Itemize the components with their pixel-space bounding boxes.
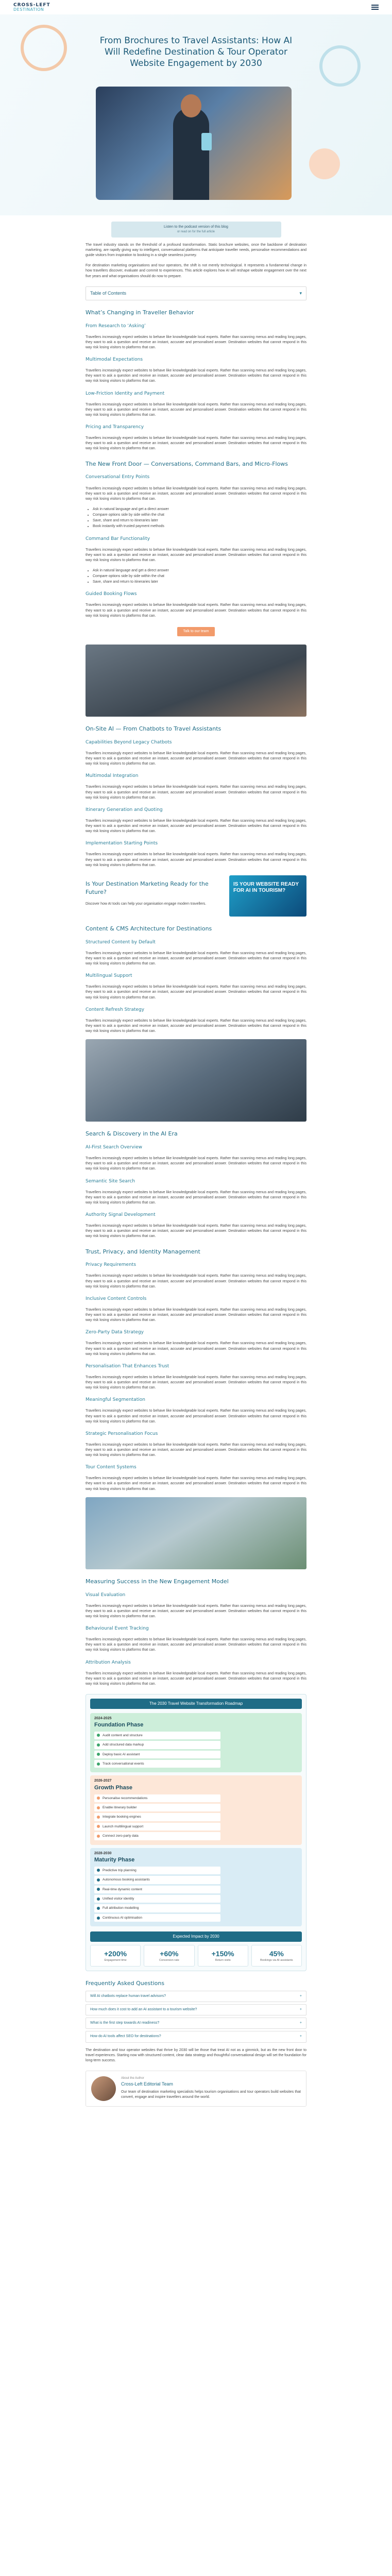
roadmap-phase (90, 1713, 302, 1773)
phase-step (94, 1914, 220, 1922)
bullet-dot-icon (97, 1734, 100, 1737)
body-paragraph: Travellers increasingly expect websites to behave like knowledgeable local experts. Rather than scanning menus and reading long pages, they want to ask a question and receive an instant, accurate and personalised answer. Destination websites that cannot respond in this way risk losing visitors to platforms that can. (86, 335, 306, 349)
bullet-dot-icon (97, 1816, 100, 1819)
subsection-heading: Low-Friction Identity and Payment (86, 391, 165, 396)
brand-line2: DESTINATION (13, 7, 44, 12)
step-label: Real-time dynamic content (103, 1887, 142, 1891)
section-heading: Trust, Privacy, and Identity Management (86, 1248, 200, 1255)
author-name[interactable]: Cross-Left Editorial Team (121, 2081, 173, 2087)
chevron-down-icon: ▾ (299, 290, 302, 296)
roadmap-phase (90, 1848, 302, 1927)
body-paragraph: Travellers increasingly expect websites to behave like knowledgeable local experts. Rather than scanning menus and reading long pages, they want to ask a question and receive an instant, accurate and personalised answer. Destination websites that cannot respond in this way risk losing visitors to platforms that can. (86, 819, 306, 834)
impact-title: Expected Impact by 2030 (90, 1931, 302, 1942)
subsection-heading: Tour Content Systems (86, 1465, 137, 1470)
phase-step (94, 1813, 220, 1821)
bullet-dot-icon (97, 1917, 100, 1920)
phase-years: 2028-2030 (94, 1851, 112, 1855)
laptop-travel-photo (86, 645, 306, 717)
list-item: • Ask in natural language and get a direct answer (93, 507, 306, 512)
body-paragraph: Travellers increasingly expect websites to behave like knowledgeable local experts. Rather than scanning menus and reading long pages, they want to ask a question and receive an instant, accurate and personalised answer. Destination websites that cannot respond in this way risk losing visitors to platforms that can. (86, 1638, 306, 1652)
podcast-player[interactable] (111, 222, 281, 238)
step-label: Deploy basic AI assistant (103, 1752, 140, 1756)
subsection-heading: Guided Booking Flows (86, 591, 137, 597)
decorative-circle (319, 45, 361, 87)
section-heading: Measuring Success in the New Engagement Model (86, 1578, 229, 1585)
faq-question: What is the first step towards AI readiness? (90, 2021, 160, 2025)
body-paragraph: Travellers increasingly expect websites to behave like knowledgeable local experts. Rather than scanning menus and reading long pages, they want to ask a question and receive an instant, accurate and personalised answer. Destination websites that cannot respond in this way risk losing visitors to platforms that can. (86, 1409, 306, 1423)
faq-question: Will AI chatbots replace human travel advisors? (90, 1994, 166, 1998)
bullet-dot-icon (97, 1753, 100, 1756)
subsection-heading: Strategic Personalisation Focus (86, 1431, 158, 1436)
body-paragraph: Travellers increasingly expect websites to behave like knowledgeable local experts. Rather than scanning menus and reading long pages, they want to ask a question and receive an instant, accurate and personalised answer. Destination websites that cannot respond in this way risk losing visitors to platforms that can. (86, 1671, 306, 1686)
phase-step (94, 1794, 220, 1802)
hamburger-menu-icon[interactable] (371, 5, 379, 10)
brand-line1: CROSS-LEFT (13, 2, 50, 8)
banner-sub: Discover how AI tools can help your organisation engage modern travellers. (86, 902, 207, 906)
plus-icon: + (299, 2008, 302, 2012)
bullet-dot-icon (97, 1835, 100, 1838)
intro-paragraph: The travel industry stands on the threshold of a profound transformation. Static brochure websites, once the backbone of destination marketing, are rapidly giving way to intelligent, conversational platforms that anticipate traveller needs, personalise recommendations and guide visitors from inspiration to booking in a single seamless journey. (86, 243, 306, 258)
traveller-phone-photo (86, 1497, 306, 1569)
section-heading: The New Front Door — Conversations, Command Bars, and Micro-Flows (86, 460, 288, 467)
impact-panel (90, 1931, 302, 1967)
talk-to-team-button[interactable]: Talk to our team (177, 627, 215, 636)
body-paragraph: Travellers increasingly expect websites to behave like knowledgeable local experts. Rather than scanning menus and reading long pages, they want to ask a question and receive an instant, accurate and personalised answer. Destination websites that cannot respond in this way risk losing visitors to platforms that can. (86, 369, 306, 383)
subsection-heading: Semantic Site Search (86, 1178, 135, 1184)
section-heading: What’s Changing in Traveller Behavior (86, 309, 194, 316)
phase-step (94, 1760, 220, 1768)
body-paragraph: Travellers increasingly expect websites to behave like knowledgeable local experts. Rather than scanning menus and reading long pages, they want to ask a question and receive an instant, accurate and personalised answer. Destination websites that cannot respond in this way risk losing visitors to platforms that can. (86, 1224, 306, 1239)
subsection-heading: Personalisation That Enhances Trust (86, 1363, 169, 1369)
author-box (86, 2071, 306, 2107)
step-label: Connect zero-party data (103, 1834, 139, 1838)
bullet-dot-icon (97, 1907, 100, 1910)
intro-paragraph: For destination marketing organisations and tour operators, the shift is not merely technological. It represents a fundamental change in how travellers discover, evaluate and commit to experiences. This article explores how AI will reshape website engagement over the next five years and what organisations should do now to prepare. (86, 264, 306, 278)
promo-banner[interactable] (86, 875, 306, 917)
body-paragraph: Travellers increasingly expect websites to behave like knowledgeable local experts. Rather than scanning menus and reading long pages, they want to ask a question and receive an instant, accurate and personalised answer. Destination websites that cannot respond in this way risk losing visitors to platforms that can. (86, 1190, 306, 1205)
phase-step (94, 1904, 220, 1912)
plus-icon: + (299, 2035, 302, 2039)
subsection-heading: Attribution Analysis (86, 1659, 131, 1665)
subsection-heading: Zero-Party Data Strategy (86, 1330, 144, 1335)
body-paragraph: Travellers increasingly expect websites to behave like knowledgeable local experts. Rather than scanning menus and reading long pages, they want to ask a question and receive an instant, accurate and personalised answer. Destination websites that cannot respond in this way risk losing visitors to platforms that can. (86, 1157, 306, 1171)
subsection-heading: Multimodal Expectations (86, 357, 143, 363)
impact-stat (144, 1945, 194, 1967)
bullet-dot-icon (97, 1806, 100, 1809)
tablet-screen-photo (86, 1039, 306, 1122)
body-paragraph: Travellers increasingly expect websites to behave like knowledgeable local experts. Rather than scanning menus and reading long pages, they want to ask a question and receive an instant, accurate and personalised answer. Destination websites that cannot respond in this way risk losing visitors to platforms that can. (86, 751, 306, 766)
list-item: • Compare options side by side within the chat (93, 513, 306, 518)
step-label: Integrate booking engines (103, 1815, 141, 1819)
phase-step (94, 1886, 220, 1893)
roadmap-phase (90, 1775, 302, 1844)
phase-years: 2024-2025 (94, 1716, 112, 1720)
bullet-dot-icon (97, 1762, 100, 1766)
bullet-dot-icon (97, 1743, 100, 1747)
subsection-heading: Pricing and Transparency (86, 425, 144, 430)
hero-image (96, 87, 292, 200)
impact-stat (251, 1945, 302, 1967)
table-of-contents[interactable] (86, 286, 306, 300)
stat-value: +150% (211, 1949, 234, 1958)
top-bar (0, 0, 392, 14)
list-item: • Book instantly with trusted payment methods (93, 524, 306, 529)
bullet-dot-icon (97, 1869, 100, 1872)
faq-item[interactable] (86, 2004, 306, 2015)
phase-step (94, 1867, 220, 1874)
subsection-heading: Meaningful Segmentation (86, 1397, 145, 1403)
body-paragraph: Travellers increasingly expect websites to behave like knowledgeable local experts. Rather than scanning menus and reading long pages, they want to ask a question and receive an instant, accurate and personalised answer. Destination websites that cannot respond in this way risk losing visitors to platforms that can. (86, 402, 306, 417)
body-paragraph: Travellers increasingly expect websites to behave like knowledgeable local experts. Rather than scanning menus and reading long pages, they want to ask a question and receive an instant, accurate and personalised answer. Destination websites that cannot respond in this way risk losing visitors to platforms that can. (86, 985, 306, 999)
section-heading: Frequently Asked Questions (86, 1980, 165, 1987)
subsection-heading: Inclusive Content Controls (86, 1296, 147, 1301)
page-title: From Brochures to Travel Assistants: How AI Will Redefine Destination & Tour Operator Website Engagement by 2030 (99, 36, 293, 69)
banner-heading: Is Your Destination Marketing Ready for the Future? (86, 880, 209, 895)
stat-value: 45% (269, 1949, 284, 1958)
hero-section (0, 14, 392, 215)
impact-stat (90, 1945, 141, 1967)
faq-item[interactable] (86, 2031, 306, 2042)
section-heading: Content & CMS Architecture for Destinations (86, 925, 212, 932)
brand-logo[interactable] (13, 3, 50, 12)
body-paragraph: Travellers increasingly expect websites to behave like knowledgeable local experts. Rather than scanning menus and reading long pages, they want to ask a question and receive an instant, accurate and personalised answer. Destination websites that cannot respond in this way risk losing visitors to platforms that can. (86, 436, 306, 451)
stat-value: +60% (160, 1949, 179, 1958)
body-paragraph: Travellers increasingly expect websites to behave like knowledgeable local experts. Rather than scanning menus and reading long pages, they want to ask a question and receive an instant, accurate and personalised answer. Destination websites that cannot respond in this way risk losing visitors to platforms that can. (86, 1443, 306, 1458)
step-label: Enable itinerary builder (103, 1805, 137, 1809)
roadmap-title: The 2030 Travel Website Transformation Roadmap (90, 1699, 302, 1709)
phase-step (94, 1823, 220, 1831)
plus-icon: + (299, 1994, 302, 1998)
phase-step (94, 1832, 220, 1840)
subsection-heading: Capabilities Beyond Legacy Chatbots (86, 739, 172, 745)
stat-label: Return visits (215, 1959, 231, 1962)
impact-stat (198, 1945, 248, 1967)
body-paragraph: Travellers increasingly expect websites to behave like knowledgeable local experts. Rather than scanning menus and reading long pages, they want to ask a question and receive an instant, accurate and personalised answer. Destination websites that cannot respond in this way risk losing visitors to platforms that can. (86, 853, 306, 867)
section-heading: On-Site AI — From Chatbots to Travel Assistants (86, 725, 221, 732)
toc-label: Table of Contents (90, 290, 127, 296)
subsection-heading: Implementation Starting Points (86, 841, 158, 846)
step-label: Personalise recommendations (103, 1796, 148, 1800)
avatar (91, 2076, 116, 2101)
author-label: About the Author (121, 2077, 144, 2080)
body-paragraph: Travellers increasingly expect websites to behave like knowledgeable local experts. Rather than scanning menus and reading long pages, they want to ask a question and receive an instant, accurate and personalised answer. Destination websites that cannot respond in this way risk losing visitors to platforms that can. (86, 1375, 306, 1390)
body-paragraph: Travellers increasingly expect websites to behave like knowledgeable local experts. Rather than scanning menus and reading long pages, they want to ask a question and receive an instant, accurate and personalised answer. Destination websites that cannot respond in this way risk losing visitors to platforms that can. (86, 1274, 306, 1289)
step-label: Predictive trip planning (103, 1868, 137, 1872)
step-label: Unified visitor identity (103, 1896, 134, 1901)
phase-step (94, 1804, 220, 1811)
list-item: • Ask in natural language and get a direct answer (93, 568, 306, 573)
step-label: Track conversational events (103, 1762, 144, 1766)
step-label: Continuous AI optimisation (103, 1916, 142, 1920)
body-paragraph: Travellers increasingly expect websites to behave like knowledgeable local experts. Rather than scanning menus and reading long pages, they want to ask a question and receive an instant, accurate and personalised answer. Destination websites that cannot respond in this way risk losing visitors to platforms that can. (86, 1477, 306, 1491)
podcast-sublabel: or read on for the full article (177, 230, 215, 234)
decorative-circle (309, 148, 340, 179)
bullet-dot-icon (97, 1888, 100, 1891)
subsection-heading: Conversational Entry Points (86, 474, 150, 480)
faq-item[interactable] (86, 1991, 306, 2002)
body-paragraph: Travellers increasingly expect websites to behave like knowledgeable local experts. Rather than scanning menus and reading long pages, they want to ask a question and receive an instant, accurate and personalised answer. Destination websites that cannot respond in this way risk losing visitors to platforms that can. (86, 1308, 306, 1323)
body-paragraph: Travellers increasingly expect websites to behave like knowledgeable local experts. Rather than scanning menus and reading long pages, they want to ask a question and receive an instant, accurate and personalised answer. Destination websites that cannot respond in this way risk losing visitors to platforms that can. (86, 1604, 306, 1618)
subsection-heading: Privacy Requirements (86, 1262, 137, 1268)
subsection-heading: Structured Content by Default (86, 939, 156, 945)
step-label: Audit content and structure (103, 1733, 143, 1737)
closing-paragraph: The destination and tour operator websites that thrive by 2030 will be those that treat AI not as a gimmick, but as the new front door to travel experiences. Starting now with structured content, clear data strategy and thoughtful conversational design will set the foundation for long-term success. (86, 2048, 306, 2062)
stat-label: Bookings via AI assistants (260, 1959, 293, 1962)
bullet-dot-icon (97, 1897, 100, 1901)
step-label: Autonomous booking assistants (103, 1878, 150, 1882)
faq-question: How much does it cost to add an AI assistant to a tourism website? (90, 2008, 197, 2012)
stat-value: +200% (104, 1949, 127, 1958)
subsection-heading: From Research to ‘Asking’ (86, 323, 146, 329)
section-heading: Search & Discovery in the AI Era (86, 1130, 178, 1138)
body-paragraph: Travellers increasingly expect websites to behave like knowledgeable local experts. Rather than scanning menus and reading long pages, they want to ask a question and receive an instant, accurate and personalised answer. Destination websites that cannot respond in this way risk losing visitors to platforms that can. (86, 486, 306, 501)
phase-step (94, 1876, 220, 1884)
bullet-dot-icon (97, 1797, 100, 1800)
subsection-heading: Visual Evaluation (86, 1592, 126, 1598)
bullet-list (93, 507, 306, 530)
podcast-label: Listen to the podcast version of this blog (164, 225, 228, 229)
step-label: Add structured data markup (103, 1743, 144, 1747)
subsection-heading: Behavioural Event Tracking (86, 1626, 149, 1632)
subsection-heading: Command Bar Functionality (86, 536, 150, 541)
author-bio: Our team of destination marketing specialists helps tourism organisations and tour operators build websites that convert, engage and inspire travellers around the world. (121, 2090, 301, 2099)
subsection-heading: Authority Signal Development (86, 1212, 156, 1218)
faq-item[interactable] (86, 2018, 306, 2029)
subsection-heading: Content Refresh Strategy (86, 1007, 145, 1012)
body-paragraph: Travellers increasingly expect websites to behave like knowledgeable local experts. Rather than scanning menus and reading long pages, they want to ask a question and receive an instant, accurate and personalised answer. Destination websites that cannot respond in this way risk losing visitors to platforms that can. (86, 785, 306, 800)
step-label: Launch multilingual support (103, 1824, 144, 1828)
subsection-heading: Itinerary Generation and Quoting (86, 807, 163, 812)
phase-name: Maturity Phase (94, 1856, 135, 1863)
list-item: • Save, share and return to itineraries later (93, 518, 306, 523)
decorative-circle (21, 25, 67, 71)
list-item: • Compare options side by side within the chat (93, 574, 306, 579)
body-paragraph: Travellers increasingly expect websites to behave like knowledgeable local experts. Rather than scanning menus and reading long pages, they want to ask a question and receive an instant, accurate and personalised answer. Destination websites that cannot respond in this way risk losing visitors to platforms that can. (86, 603, 306, 618)
bullet-dot-icon (97, 1878, 100, 1882)
banner-image: IS YOUR WEBSITE READY FOR AI IN TOURISM? (229, 875, 306, 917)
plus-icon: + (299, 2021, 302, 2025)
body-paragraph: Travellers increasingly expect websites to behave like knowledgeable local experts. Rather than scanning menus and reading long pages, they want to ask a question and receive an instant, accurate and personalised answer. Destination websites that cannot respond in this way risk losing visitors to platforms that can. (86, 951, 306, 966)
list-item: • Save, share and return to itineraries later (93, 580, 306, 585)
phase-name: Foundation Phase (94, 1721, 144, 1728)
subsection-heading: Multimodal Integration (86, 773, 139, 779)
phase-step (94, 1895, 220, 1903)
phase-years: 2026-2027 (94, 1779, 112, 1783)
subsection-heading: AI-First Search Overview (86, 1145, 143, 1150)
body-paragraph: Travellers increasingly expect websites to behave like knowledgeable local experts. Rather than scanning menus and reading long pages, they want to ask a question and receive an instant, accurate and personalised answer. Destination websites that cannot respond in this way risk losing visitors to platforms that can. (86, 548, 306, 562)
phase-step (94, 1751, 220, 1758)
step-label: Full attribution modelling (103, 1906, 139, 1910)
roadmap-infographic (86, 1694, 306, 1971)
stat-label: Engagement time (104, 1959, 127, 1962)
stat-label: Conversion rate (159, 1959, 179, 1962)
phase-name: Growth Phase (94, 1784, 132, 1791)
bullet-list (93, 568, 306, 585)
phase-step (94, 1741, 220, 1749)
phase-step (94, 1732, 220, 1739)
bullet-dot-icon (97, 1825, 100, 1828)
faq-question: How do AI tools affect SEO for destinations? (90, 2035, 161, 2039)
body-paragraph: Travellers increasingly expect websites to behave like knowledgeable local experts. Rather than scanning menus and reading long pages, they want to ask a question and receive an instant, accurate and personalised answer. Destination websites that cannot respond in this way risk losing visitors to platforms that can. (86, 1019, 306, 1033)
body-paragraph: Travellers increasingly expect websites to behave like knowledgeable local experts. Rather than scanning menus and reading long pages, they want to ask a question and receive an instant, accurate and personalised answer. Destination websites that cannot respond in this way risk losing visitors to platforms that can. (86, 1342, 306, 1356)
subsection-heading: Multilingual Support (86, 973, 132, 979)
